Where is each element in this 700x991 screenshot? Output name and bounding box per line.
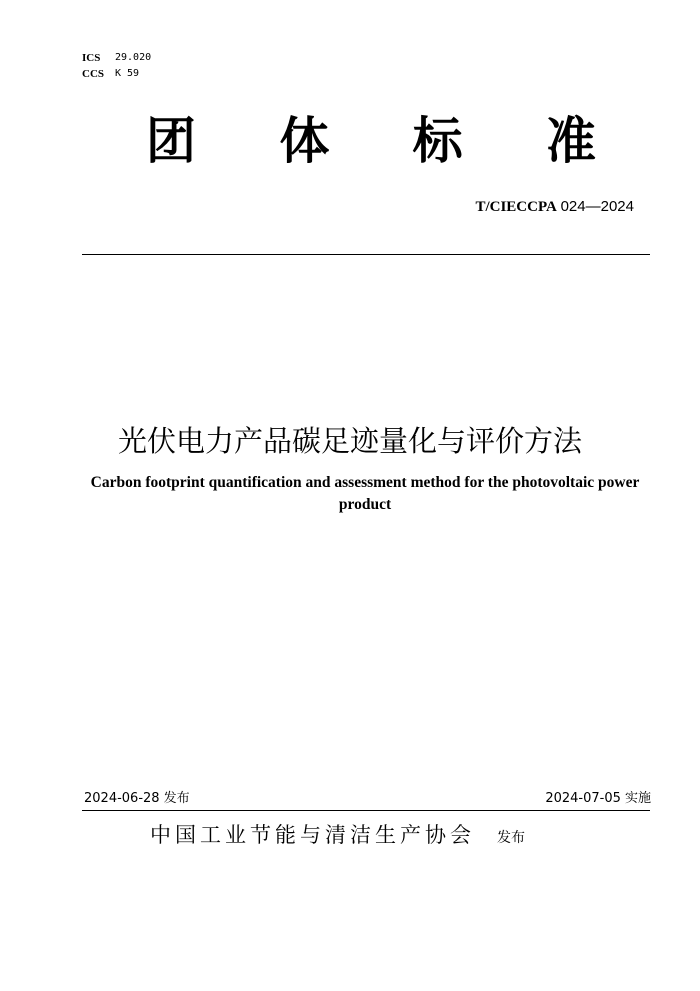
standard-number-prefix: T/CIECCPA [475,199,557,215]
publish-date: 2024-06-28 发布 [84,791,190,806]
ics-label: ICS [82,52,101,64]
implement-date: 2024-07-05 实施 [545,791,651,806]
bottom-divider [82,810,650,811]
ics-row [82,50,151,66]
top-divider [82,254,650,255]
standard-number [475,198,634,216]
ccs-value: K 59 [115,68,140,79]
standard-type-char-2: 体 [279,112,330,170]
ccs-label: CCS [82,68,105,80]
publisher-action: 发布 [497,830,525,846]
ics-value: 29.020 [115,52,152,63]
ccs-row [82,66,151,82]
standard-type-char-3: 标 [412,112,463,170]
standard-type-char-1: 团 [146,112,196,170]
date-row [84,789,651,809]
classification-codes [82,50,151,82]
publisher-organization: 中国工业节能与清洁生产协会 [150,823,475,847]
standard-type-char-4: 准 [545,112,596,170]
document-title-english: Carbon footprint quantification and assessment method for the photovoltaic power product [90,474,640,513]
publisher-line [150,819,650,854]
standard-number-digits: 024—2024 [560,198,634,215]
document-title-chinese: 光伏电力产品碳足迹量化与评价方法 [117,424,582,458]
standard-type-heading [146,110,596,172]
